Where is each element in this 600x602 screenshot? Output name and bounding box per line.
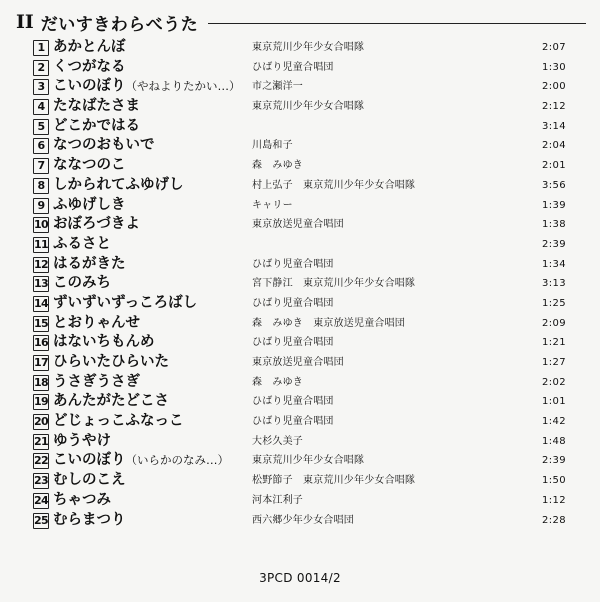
track-artist: ひばり児童合唱団: [252, 61, 334, 73]
track-title-main: どこかではる: [53, 117, 140, 134]
track-title-main: ふるさと: [53, 235, 111, 252]
track-artist: ひばり児童合唱団: [252, 337, 334, 349]
track-row: [0, 235, 600, 255]
track-row: [0, 176, 600, 196]
track-duration: 2:39: [541, 238, 566, 250]
track-number-badge: 24: [34, 493, 49, 507]
track-title: [53, 274, 111, 293]
header-rule: [208, 23, 586, 24]
track-duration: 2:02: [541, 376, 566, 388]
track-title: [53, 333, 155, 352]
track-artist: 東京放送児童合唱団: [252, 357, 344, 368]
track-number-badge: 3: [33, 79, 49, 95]
track-title: [53, 491, 111, 510]
track-title-main: くつがなる: [53, 58, 126, 75]
track-artist: 宮下静江 東京荒川少年少女合唱隊: [252, 278, 416, 290]
track-title: [53, 353, 169, 372]
track-duration: 1:38: [541, 219, 566, 231]
track-number-badge: 16: [34, 336, 49, 350]
track-row: [0, 432, 600, 452]
track-title-subtitle: （いらかのなみ…）: [125, 453, 229, 468]
track-title-main: どじょっこふなっこ: [53, 413, 184, 430]
track-artist: 大杉久美子: [252, 435, 303, 447]
track-number-badge: 18: [34, 375, 49, 389]
track-title-main: とおりゃんせ: [53, 314, 140, 331]
track-duration: 2:00: [541, 81, 566, 93]
track-row: [0, 117, 600, 137]
track-number-badge: 25: [34, 513, 49, 527]
track-row: [0, 294, 600, 314]
track-duration: 2:09: [541, 317, 566, 329]
track-duration: 1:30: [541, 61, 566, 73]
track-list: [0, 38, 600, 530]
track-row: [0, 196, 600, 216]
track-artist: 松野節子 東京荒川少年少女合唱隊: [252, 475, 416, 487]
track-duration: 1:39: [541, 199, 566, 211]
track-row: [0, 333, 600, 353]
track-number-badge: 5: [33, 119, 49, 135]
track-artist: キャリー: [252, 199, 293, 211]
track-duration: 2:04: [541, 140, 566, 152]
track-number-badge: 7: [33, 158, 49, 174]
track-row: [0, 412, 600, 432]
track-duration: 1:12: [541, 494, 566, 506]
track-title: [53, 215, 140, 234]
track-duration: 1:27: [541, 357, 566, 368]
track-title: [53, 511, 126, 530]
track-row: [0, 471, 600, 491]
track-duration: 1:25: [541, 297, 566, 309]
track-row: [0, 511, 600, 531]
track-number-badge: 4: [33, 99, 49, 115]
track-title: [53, 97, 140, 116]
track-title-main: なつのおもいで: [53, 137, 155, 154]
track-title-main: こいのぼり: [53, 452, 126, 469]
track-number-badge: 13: [34, 277, 49, 291]
track-duration: 1:21: [541, 337, 566, 349]
track-duration: 3:13: [541, 278, 566, 290]
track-number-badge: 19: [34, 395, 49, 409]
track-duration: 2:07: [541, 42, 566, 53]
track-artist: ひばり児童合唱団: [252, 416, 334, 428]
track-title-main: たなばたさま: [53, 98, 140, 115]
track-artist: ひばり児童合唱団: [252, 396, 334, 408]
track-title-main: しかられてふゆげし: [53, 176, 184, 193]
track-row: [0, 97, 600, 117]
track-title: [53, 412, 184, 431]
track-artist: ひばり児童合唱団: [252, 297, 334, 309]
track-title: [53, 58, 126, 77]
track-row: [0, 373, 600, 393]
track-title: [53, 235, 111, 254]
track-number-badge: 2: [33, 60, 49, 76]
track-row: [0, 38, 600, 58]
track-title-main: ゆうやけ: [53, 432, 111, 449]
track-title-main: はるがきた: [53, 255, 126, 272]
track-title-main: あんたがたどこさ: [53, 393, 169, 410]
track-duration: 1:48: [541, 435, 566, 447]
track-row: [0, 491, 600, 511]
track-artist: 市之瀬洋一: [252, 81, 303, 93]
track-artist: 森 みゆき: [252, 376, 303, 388]
track-title: [53, 432, 111, 451]
track-row: [0, 451, 600, 471]
track-number-badge: 20: [34, 415, 49, 429]
track-row: [0, 274, 600, 294]
track-row: [0, 58, 600, 78]
track-number-badge: 23: [34, 474, 49, 488]
section-title: だいすきわらべうた: [40, 14, 199, 35]
track-artist: 西六郷少年少女合唱団: [252, 514, 354, 526]
track-duration: 3:56: [541, 179, 566, 191]
track-number-badge: 21: [34, 434, 49, 448]
track-number-badge: 11: [34, 237, 49, 251]
track-title: [53, 451, 229, 470]
track-artist: 森 みゆき 東京放送児童合唱団: [252, 317, 405, 329]
track-title-main: はないちもんめ: [53, 334, 155, 351]
track-title-main: ずいずいずっころばし: [53, 294, 198, 311]
track-row: [0, 156, 600, 176]
track-artist: 森 みゆき: [252, 160, 303, 172]
track-title-main: ふゆげしき: [53, 196, 126, 213]
track-title: [53, 196, 126, 215]
track-title: [53, 117, 140, 136]
track-title-main: むらまつり: [53, 511, 126, 528]
track-row: [0, 136, 600, 156]
track-duration: 2:39: [541, 455, 566, 467]
track-duration: 1:34: [541, 258, 566, 270]
track-number-badge: 17: [34, 356, 49, 369]
track-artist: 東京荒川少年少女合唱隊: [252, 42, 365, 53]
track-title-main: ななつのこ: [53, 157, 126, 174]
catalog-number: 3PCD 0014/2: [259, 571, 341, 585]
track-duration: 2:28: [541, 514, 566, 526]
section-header: [16, 8, 586, 36]
track-artist: 河本江利子: [252, 494, 303, 506]
track-artist: 村上弘子 東京荒川少年少女合唱隊: [252, 179, 416, 191]
track-row: [0, 353, 600, 373]
track-number-badge: 6: [33, 138, 49, 154]
track-artist: 東京放送児童合唱団: [252, 219, 344, 231]
track-title: [53, 392, 169, 411]
track-duration: 1:42: [541, 416, 566, 428]
track-title-main: あかとんぼ: [53, 39, 126, 55]
track-number-badge: 12: [34, 257, 49, 271]
track-title-main: こいのぼり: [53, 78, 126, 95]
section-number: II: [16, 11, 34, 33]
track-title: [53, 294, 197, 313]
track-title: [53, 77, 241, 96]
track-title: [53, 38, 126, 57]
track-title: [53, 471, 126, 490]
track-title-main: ひらいたひらいた: [53, 354, 169, 370]
track-duration: 3:14: [541, 120, 566, 132]
track-row: [0, 314, 600, 334]
track-number-badge: 15: [34, 316, 49, 330]
track-number-badge: 8: [33, 178, 49, 194]
track-title-main: おぼろづきよ: [53, 216, 140, 233]
track-duration: 1:01: [541, 396, 566, 408]
track-title-main: むしのこえ: [53, 472, 126, 489]
track-number-badge: 22: [34, 454, 49, 468]
track-title: [53, 314, 140, 333]
track-row: [0, 255, 600, 275]
track-title-main: ちゃつみ: [53, 491, 111, 508]
track-title: [53, 176, 184, 195]
track-artist: ひばり児童合唱団: [252, 258, 334, 270]
track-duration: 2:12: [541, 101, 566, 113]
track-title: [53, 156, 126, 175]
track-number-badge: 1: [33, 40, 49, 56]
track-row: [0, 392, 600, 412]
track-title: [53, 136, 155, 155]
track-duration: 2:01: [541, 160, 566, 172]
track-artist: 東京荒川少年少女合唱隊: [252, 455, 365, 467]
track-row: [0, 215, 600, 235]
track-duration: 1:50: [541, 475, 566, 487]
track-artist: 川島和子: [252, 140, 293, 152]
track-row: [0, 77, 600, 97]
track-title: [53, 255, 126, 274]
track-number-badge: 14: [34, 296, 49, 310]
track-number-badge: 9: [33, 198, 49, 214]
track-artist: 東京荒川少年少女合唱隊: [252, 101, 365, 113]
track-title-main: このみち: [53, 275, 111, 292]
track-number-badge: 10: [34, 218, 49, 232]
track-title: [53, 373, 140, 392]
track-title-subtitle: （やねよりたかい…）: [125, 79, 241, 94]
track-title-main: うさぎうさぎ: [53, 373, 140, 390]
